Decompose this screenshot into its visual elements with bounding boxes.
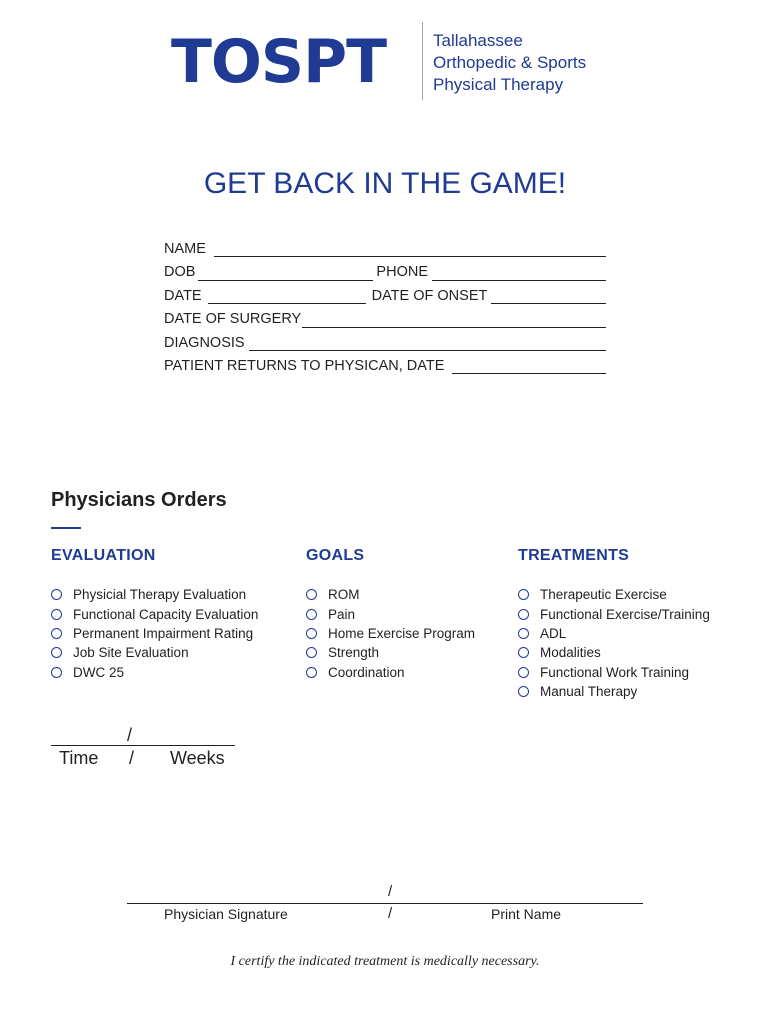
signature-slash-bottom: / xyxy=(388,905,393,922)
orders-title: Physicians Orders xyxy=(51,489,227,511)
option-label: Physicial Therapy Evaluation xyxy=(73,587,247,603)
checkbox-circle-icon[interactable] xyxy=(306,589,317,600)
evaluation-option[interactable] xyxy=(51,624,258,643)
checkbox-circle-icon[interactable] xyxy=(518,667,529,678)
checkbox-circle-icon[interactable] xyxy=(306,667,317,678)
treatments-list xyxy=(518,585,710,701)
logo-subtitle xyxy=(433,30,586,96)
name-row xyxy=(164,238,608,261)
evaluation-option[interactable] xyxy=(51,643,258,662)
option-label: Therapeutic Exercise xyxy=(540,587,667,603)
checkbox-circle-icon[interactable] xyxy=(518,628,529,639)
page-title: GET BACK IN THE GAME! xyxy=(203,167,567,200)
logo-divider xyxy=(422,22,423,100)
dob-field[interactable] xyxy=(198,266,373,281)
phone-label: PHONE xyxy=(376,264,428,281)
goals-option[interactable] xyxy=(306,663,475,682)
logo-line-2: Orthopedic & Sports xyxy=(433,53,587,72)
option-label: Pain xyxy=(328,606,356,622)
option-label: Coordination xyxy=(328,664,405,680)
diagnosis-label: DIAGNOSIS xyxy=(164,334,245,351)
patient-returns-field[interactable] xyxy=(452,359,606,374)
evaluation-option[interactable] xyxy=(51,604,258,623)
logo-line-3: Physical Therapy xyxy=(433,75,564,94)
evaluation-option[interactable] xyxy=(51,585,258,604)
checkbox-circle-icon[interactable] xyxy=(518,647,529,658)
checkbox-circle-icon[interactable] xyxy=(306,647,317,658)
option-label: Modalities xyxy=(540,645,601,661)
date-field[interactable] xyxy=(208,289,366,304)
treatments-heading: TREATMENTS xyxy=(518,547,630,564)
logo-line-1: Tallahassee xyxy=(433,31,523,50)
patient-info-fields xyxy=(164,238,608,378)
checkbox-circle-icon[interactable] xyxy=(518,686,529,697)
diagnosis-row xyxy=(164,332,608,355)
certification-statement: I certify the indicated treatment is medically necessary. xyxy=(230,954,540,969)
orders-title-rule xyxy=(51,527,81,529)
goals-list xyxy=(306,585,475,682)
treatments-option[interactable] xyxy=(518,663,710,682)
logo-wordmark: TOSPT xyxy=(171,27,387,97)
option-label: Manual Therapy xyxy=(540,684,638,700)
option-label: Functional Capacity Evaluation xyxy=(73,606,259,622)
patient-returns-label: PATIENT RETURNS TO PHYSICAN, DATE xyxy=(164,357,445,374)
option-label: Functional Work Training xyxy=(540,664,690,680)
option-label: ROM xyxy=(328,587,360,603)
returns-row xyxy=(164,355,608,378)
treatments-option[interactable] xyxy=(518,624,710,643)
option-label: ADL xyxy=(540,625,567,641)
goals-option[interactable] xyxy=(306,604,475,623)
option-label: Permanent Impairment Rating xyxy=(73,625,254,641)
treatments-option[interactable] xyxy=(518,585,710,604)
goals-heading: GOALS xyxy=(306,547,365,564)
option-label: Strength xyxy=(328,645,380,661)
checkbox-circle-icon[interactable] xyxy=(306,609,317,620)
treatments-option[interactable] xyxy=(518,604,710,623)
diagnosis-field[interactable] xyxy=(249,336,606,351)
time-label: Time xyxy=(59,748,99,768)
option-label: Home Exercise Program xyxy=(328,625,476,641)
frequency-slash-top: / xyxy=(127,725,133,745)
name-field[interactable] xyxy=(214,242,606,257)
option-label: Job Site Evaluation xyxy=(73,645,189,661)
evaluation-list xyxy=(51,585,258,682)
goals-option[interactable] xyxy=(306,585,475,604)
date-label: DATE xyxy=(164,287,202,304)
checkbox-circle-icon[interactable] xyxy=(518,609,529,620)
phone-field[interactable] xyxy=(432,266,606,281)
option-label: DWC 25 xyxy=(73,664,125,680)
date-of-surgery-field[interactable] xyxy=(302,313,606,328)
weeks-label: Weeks xyxy=(170,748,225,768)
frequency-field[interactable] xyxy=(51,745,235,746)
physician-signature-label: Physician Signature xyxy=(164,906,288,922)
checkbox-circle-icon[interactable] xyxy=(51,647,62,658)
date-of-onset-field[interactable] xyxy=(491,289,606,304)
treatments-option[interactable] xyxy=(518,682,710,701)
evaluation-option[interactable] xyxy=(51,663,258,682)
checkbox-circle-icon[interactable] xyxy=(51,628,62,639)
date-of-surgery-label: DATE OF SURGERY xyxy=(164,311,302,328)
dob-label: DOB xyxy=(164,264,196,281)
checkbox-circle-icon[interactable] xyxy=(306,628,317,639)
checkbox-circle-icon[interactable] xyxy=(51,667,62,678)
signature-slash-top: / xyxy=(388,883,393,900)
date-of-onset-label: DATE OF ONSET xyxy=(371,287,488,304)
print-name-label: Print Name xyxy=(491,906,562,922)
evaluation-heading: EVALUATION xyxy=(51,547,156,564)
frequency-slash-bottom: / xyxy=(129,748,135,768)
goals-option[interactable] xyxy=(306,643,475,662)
checkbox-circle-icon[interactable] xyxy=(518,589,529,600)
checkbox-circle-icon[interactable] xyxy=(51,589,62,600)
surgery-row xyxy=(164,308,608,331)
option-label: Functional Exercise/Training xyxy=(540,606,710,622)
date-onset-row xyxy=(164,285,608,308)
goals-option[interactable] xyxy=(306,624,475,643)
name-label: NAME xyxy=(164,240,206,257)
checkbox-circle-icon[interactable] xyxy=(51,609,62,620)
treatments-option[interactable] xyxy=(518,643,710,662)
dob-phone-row xyxy=(164,261,608,284)
